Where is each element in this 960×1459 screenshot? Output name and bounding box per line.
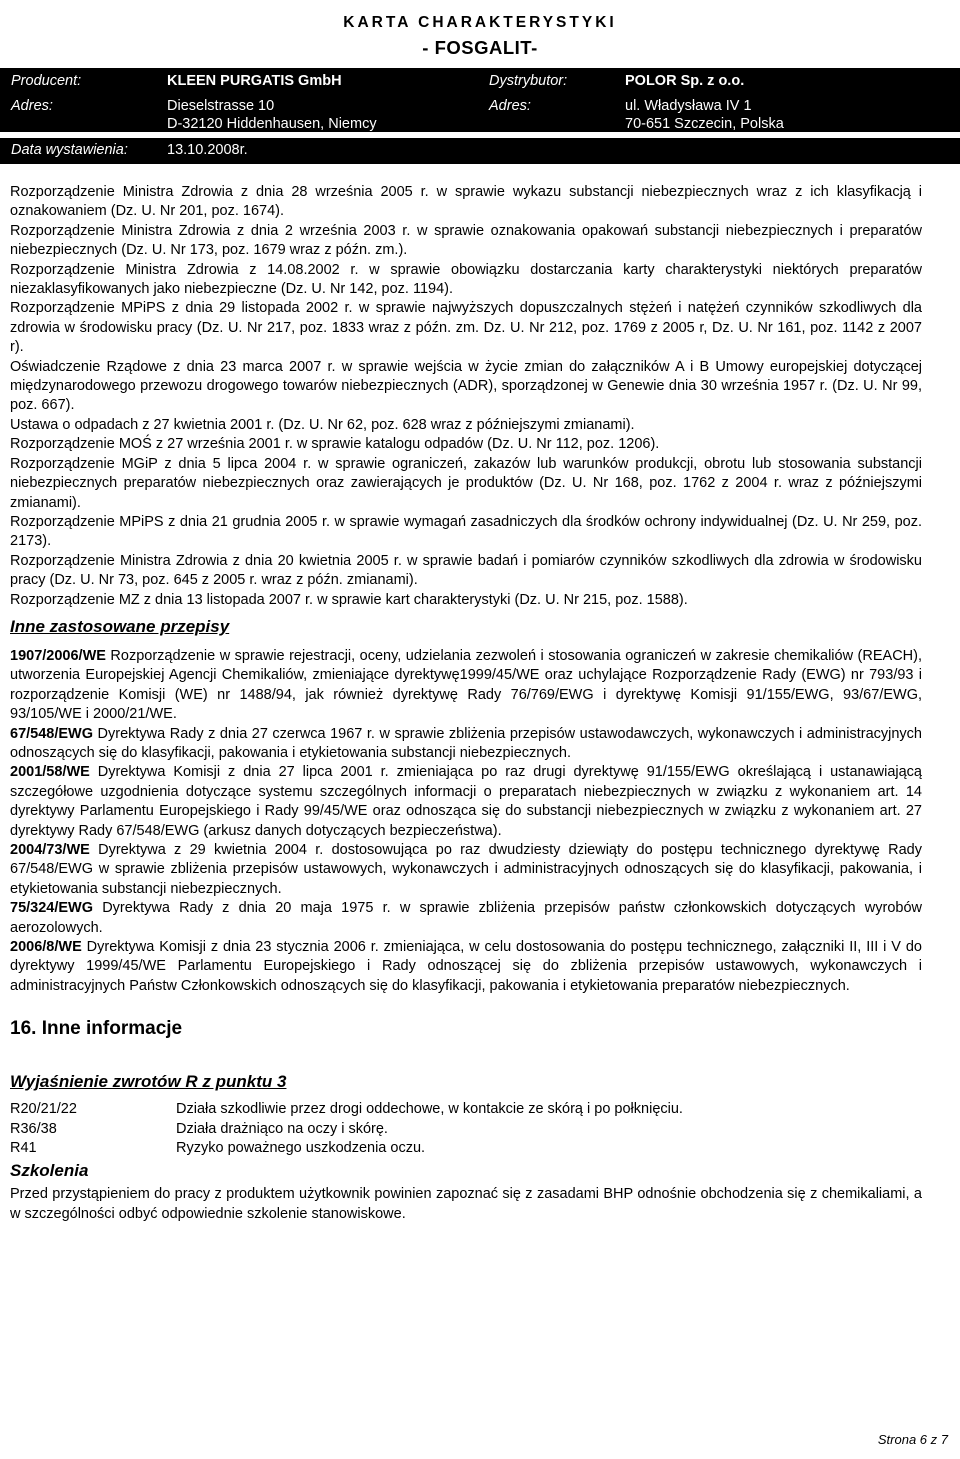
r-phrase-text: Działa drażniąco na oczy i skórę.: [176, 1120, 388, 1137]
distributor-street: ul. Władysława IV 1: [625, 98, 752, 114]
regulation-item: Rozporządzenie Ministra Zdrowia z 14.08.2002 r. w sprawie obowiązku dostarczania karty charakterystyki niektórych preparatów niezaklasyfikowanych jako niebezpieczne (Dz. U. Nr 142, poz. 1194).: [10, 261, 922, 298]
regulation-item: Rozporządzenie MOŚ z 27 września 2001 r. w sprawie katalogu odpadów (Dz. U. Nr 112, poz. 1206).: [10, 436, 660, 453]
r-phrase-code: R36/38: [10, 1120, 57, 1137]
regulation-item: Rozporządzenie Ministra Zdrowia z dnia 2 września 2003 r. w sprawie oznakowania opakowań substancji niebezpiecznych i preparatów niebezpiecznych (Dz. U. Nr 173, poz. 1679 wraz z późn. zm.).: [10, 222, 922, 259]
eu-regulation-code: 2006/8/WE: [10, 939, 82, 956]
regulation-item: Rozporządzenie MZ z dnia 13 listopada 2007 r. w sprawie kart charakterystyki (Dz. U. Nr 215, poz. 1588).: [10, 591, 688, 608]
r-phrase-text: Ryzyko poważnego uszkodzenia oczu.: [176, 1140, 426, 1157]
regulation-item: Rozporządzenie Ministra Zdrowia z dnia 20 kwietnia 2005 r. w sprawie badań i pomiarów czynników szkodliwych dla zdrowia w środowisku pracy (Dz. U. Nr 73, poz. 645 z 2005 r. wraz z późn. zmianami).: [10, 552, 922, 589]
r-phrases-heading: Wyjaśnienie zwrotów R z punktu 3: [10, 1072, 287, 1092]
eu-regulation-text: Dyrektywa z 29 kwietnia 2004 r. dostosowująca po raz dwudziesty dziewiąty do postępu technicznego dyrektywę Rady 67/548/EWG w sprawie zbliżenia przepisów ustawowych, wykonawczych i administracyjnych odnoszących się do klasyfikacji, pakowania, i etykietowania substancji niebezpiecznych.: [10, 842, 922, 897]
regulation-item: Oświadczenie Rządowe z dnia 23 marca 2007 r. w sprawie wejścia w życie zmian do załączników A i B Umowy europejskiej dotyczącej międzynarodowego przewozu drogowego towarów niebezpiecznych (ADR), sporządzonej w Genewie dnia 30 września 1957 r. (Dz. U. Nr 99, poz. 667).: [10, 358, 922, 414]
producer-address-label: Adres:: [11, 98, 53, 114]
training-text: Przed przystąpieniem do pracy z produktem użytkownik powinien zapoznać się z zasadami BHP odnośnie obchodzenia się z chemikaliami, a w szczególności odbyć odpowiednie szkolenie stanowiskowe.: [10, 1186, 922, 1222]
eu-regulation-item: [10, 899, 922, 938]
distributor-label: Dystrybutor:: [489, 73, 568, 89]
table-row: [10, 1100, 683, 1119]
eu-regulation-code: 1907/2006/WE: [10, 647, 106, 664]
producer-city: D-32120 Hiddenhausen, Niemcy: [167, 116, 377, 132]
table-row: [10, 1120, 683, 1139]
page-number: Strona 6 z 7: [877, 1432, 948, 1447]
other-regulations-heading: Inne zastosowane przepisy: [10, 616, 230, 636]
distributor-address-label: Adres:: [489, 98, 531, 114]
eu-regulation-item: [10, 841, 922, 899]
eu-regulation-text: Rozporządzenie w sprawie rejestracji, oceny, udzielania zezwoleń i stosowania ograniczeń w zakresie chemikaliów (REACH), utworzenia Europejskiej Agencji Chemikaliów, zmieniające dyrektywę1999/45/WE oraz uchylające Rozporządzenie Rady (EWG) nr 793/93 i rozporządzenie Komisji (WE) nr 1488/94, jak również dyrektywę Rady 76/769/EWG i dyrektywę Komisji 91/155/EWG, 93/67/EWG, 93/105/WE i 2000/21/WE.: [10, 647, 922, 723]
r-phrase-text: Działa szkodliwie przez drogi oddechowe, w kontakcie ze skórą i po połknięciu.: [176, 1101, 683, 1118]
eu-regulation-code: 75/324/EWG: [10, 900, 94, 917]
producer-name: KLEEN PURGATIS GmbH: [167, 73, 342, 89]
eu-regulation-item: [10, 763, 922, 841]
regulation-item: Rozporządzenie Ministra Zdrowia z dnia 28 września 2005 r. w sprawie wykazu substancji niebezpiecznych wraz z ich klasyfikacją i oznakowaniem (Dz. U. Nr 201, poz. 1674).: [10, 184, 922, 220]
table-row: [10, 1139, 683, 1158]
producer-street: Dieselstrasse 10: [167, 98, 275, 114]
eu-regulation-text: Dyrektywa Komisji z dnia 23 stycznia 2006 r. zmieniająca, w celu dostosowania do postępu technicznego, załączniki II, III i V do dyrektywy 1999/45/WE Parlamentu Europejskiego i Rady odnoszącej się do zbliżenia przepisów ustawowych, wykonawczych i administracyjnych Państw Członkowskich odnoszących się do klasyfikacji, pakowania i etykietowania preparatów niebezpiecznych.: [10, 939, 922, 994]
regulation-item: Rozporządzenie MPiPS z dnia 29 listopada 2002 r. w sprawie najwyższych dopuszczalnych stężeń i natężeń czynników szkodliwych dla zdrowia w środowisku pracy (Dz. U. Nr 217, poz. 1833 wraz z późn. zm. Dz. U. Nr 212, poz. 1769 z 2005 r, Dz. U. Nr 161, poz. 1142 z 2007 r).: [10, 300, 922, 356]
producer-label: Producent:: [11, 73, 82, 89]
eu-regulation-item: [10, 647, 922, 725]
regulation-item: Rozporządzenie MPiPS z dnia 21 grudnia 2005 r. w sprawie wymagań zasadniczych dla środków ochrony indywidualnej (Dz. U. Nr 259, poz. 2173).: [10, 513, 922, 550]
product-name: - FOSGALIT-: [422, 37, 538, 58]
r-phrase-code: R20/21/22: [10, 1101, 77, 1118]
eu-regulations-list: [10, 647, 922, 996]
eu-regulation-code: 2001/58/WE: [10, 764, 90, 781]
training-heading: Szkolenia: [10, 1161, 89, 1181]
section-16-heading: 16. Inne informacje: [10, 1018, 183, 1040]
header-info-band: [0, 68, 960, 132]
regulation-item: Ustawa o odpadach z 27 kwietnia 2001 r. (Dz. U. Nr 62, poz. 628 wraz z późniejszymi zmianami).: [10, 416, 635, 433]
issue-date-label: Data wystawienia:: [11, 142, 128, 158]
regulation-item: Rozporządzenie MGiP z dnia 5 lipca 2004 r. w sprawie ograniczeń, zakazów lub warunków produkcji, obrotu lub stosowania substancji niebezpiecznych preparatów niebezpiecznych oraz zawierających je produktów (Dz. U. Nr 168, poz. 1762 z 2004 r. wraz z późniejszymi zmianami).: [10, 455, 922, 511]
issue-date-band: [0, 138, 960, 164]
eu-regulation-text: Dyrektywa Rady z dnia 20 maja 1975 r. w sprawie zbliżenia przepisów państw członkowskich dotyczących wyrobów aerozolowych.: [10, 900, 922, 936]
document-title: KARTA CHARAKTERYSTYKI: [343, 14, 617, 31]
distributor-name: POLOR Sp. z o.o.: [625, 73, 745, 89]
eu-regulation-text: Dyrektywa Komisji z dnia 27 lipca 2001 r. zmieniająca po raz drugi dyrektywę 91/155/EWG określającą i ustanawiającą szczegółowe uzgodnienia dotyczące systemu szczególnych informacji o preparatach niebezpiecznych w związku z wykonaniem art. 14 dyrektywy Parlamentu Europejskiego i Rady 99/45/WE oraz odnosząca się do substancji niebezpiecznych w związku z wykonaniem art. 27 dyrektywy Rady 67/548/EWG (arkusz danych dotyczących bezpieczeństwa).: [10, 764, 922, 839]
eu-regulation-item: [10, 725, 922, 764]
document-header: [0, 0, 960, 175]
r-phrases-table: [10, 1100, 683, 1158]
regulations-list: [10, 183, 922, 610]
eu-regulation-text: Dyrektywa Rady z dnia 27 czerwca 1967 r. w sprawie zbliżenia przepisów ustawodawczych, wykonawczych i administracyjnych odnoszących się do klasyfikacji, pakowania i etykietowania substancji niebezpiecznych.: [10, 725, 922, 761]
distributor-city: 70-651 Szczecin, Polska: [625, 116, 784, 132]
eu-regulation-item: [10, 938, 922, 996]
eu-regulation-code: 67/548/EWG: [10, 725, 94, 742]
eu-regulation-code: 2004/73/WE: [10, 842, 90, 858]
r-phrase-code: R41: [10, 1140, 37, 1157]
issue-date: 13.10.2008r.: [167, 142, 248, 158]
document-body: [10, 183, 922, 1224]
